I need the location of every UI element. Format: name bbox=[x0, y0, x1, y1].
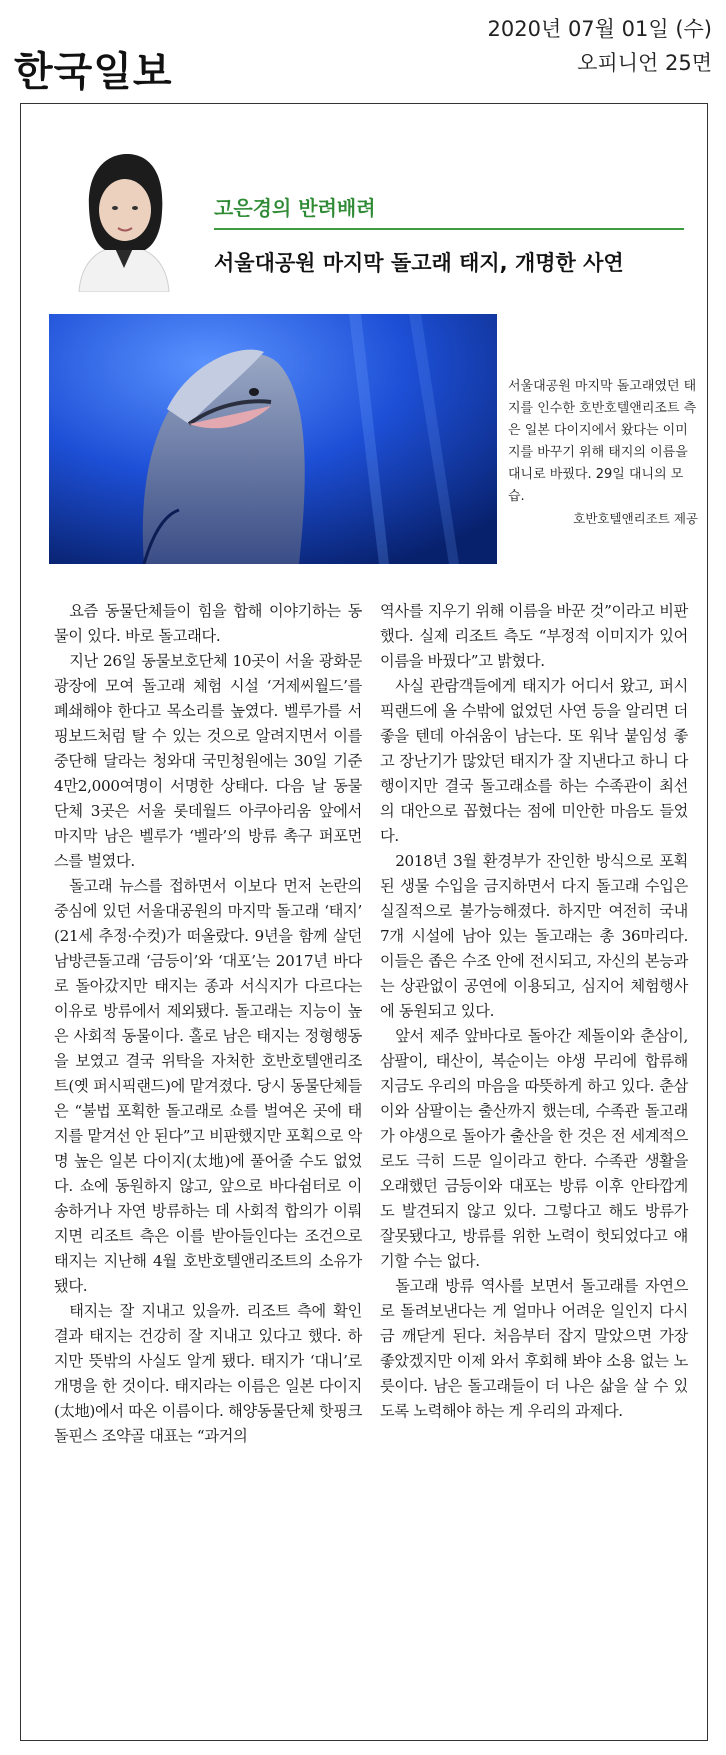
photo-credit: 호반호텔앤리조트 제공 bbox=[573, 511, 698, 526]
dateline bbox=[488, 12, 712, 80]
body-paragraph: 태지는 잘 지내고 있을까. 리조트 측에 확인 결과 태지는 건강히 잘 지내고 있다고 했다. 하지만 뜻밖의 사실도 알게 됐다. 태지가 ‘대니’로 개명을 한 것이다. 태지라는 이름은 일본 다이지(太地)에서 따온 이름이다. 해양동물단체 핫핑크돌핀스 조약골 대표는 “과거의 bbox=[54, 1302, 362, 1445]
dolphin-photo bbox=[49, 314, 497, 564]
body-paragraph: 사실 관람객들에게 태지가 어디서 왔고, 퍼시픽랜드에 올 수밖에 없었던 사연 등을 알리면 더 좋을 텐데 아쉬움이 남는다. 또 워낙 붙임성 좋고 장난기가 많았던 태지가 잘 지낸다고 하니 다행이지만 결국 돌고래쇼를 하는 수족관이 최선의 대안으로 꼽혔다는 점에 미안한 마음도 들었다. bbox=[380, 677, 688, 845]
author-portrait bbox=[49, 142, 199, 292]
column-title: 고은경의 반려배려 bbox=[214, 196, 376, 220]
body-paragraph: 지난 26일 동물보호단체 10곳이 서울 광화문 광장에 모여 돌고래 체험 시설 ‘거제씨월드’를 폐쇄해야 한다고 목소리를 높였다. 벨루가를 서핑보드처럼 탈 수 있는 것으로 알려지면서 이를 중단해 달라는 청와대 국민청원에는 30일 기준 4만2,000여명이 서명한 상태다. 다음 날 동물단체 3곳은 서울 롯데월드 아쿠아리움 앞에서 마지막 남은 벨루가 ‘벨라’의 방류 촉구 퍼포먼스를 벌였다. bbox=[54, 652, 362, 870]
photo-caption-text: 서울대공원 마지막 돌고래였던 태지를 인수한 호반호텔앤리조트 측은 일본 다이지에서 왔다는 이미지를 바꾸기 위해 태지의 이름을 대니로 바꿨다. 29일 대니의 모습. bbox=[508, 379, 697, 504]
body-paragraph: 2018년 3월 환경부가 잔인한 방식으로 포획된 생물 수입을 금지하면서 다지 돌고래 수입은 실질적으로 불가능해졌다. 하지만 여전히 국내 7개 시설에 남아 있는 돌고래는 총 36마리다. 이들은 좁은 수조 안에 전시되고, 자신의 본능과는 상관없이 공연에 이용되고, 심지어 체험행사에 동원되고 있다. bbox=[380, 852, 688, 1020]
column-title-divider bbox=[214, 228, 684, 230]
body-paragraph: 돌고래 방류 역사를 보면서 돌고래를 자연으로 돌려보낸다는 게 얼마나 어려운 일인지 다시금 깨닫게 된다. 처음부터 잡지 말았으면 가장 좋았겠지만 이제 와서 후회해 봐야 소용 없는 노릇이다. 남은 돌고래들이 더 나은 삶을 살 수 있도록 노력해야 하는 게 우리의 과제다. bbox=[380, 1277, 688, 1420]
photo-caption bbox=[508, 376, 698, 530]
body-paragraph: 요즘 동물단체들이 힘을 합해 이야기하는 동물이 있다. 바로 돌고래다. bbox=[54, 602, 362, 645]
article-headline: 서울대공원 마지막 돌고래 태지, 개명한 사연 bbox=[214, 251, 624, 275]
article-frame bbox=[20, 103, 708, 1741]
body-paragraph: 앞서 제주 앞바다로 돌아간 제돌이와 춘삼이, 삼팔이, 태산이, 복순이는 야생 무리에 합류해 지금도 우리의 마음을 따뜻하게 하고 있다. 춘삼이와 삼팔이는 출산까지 했는데, 수족관 돌고래가 야생으로 돌아가 출산을 한 것은 전 세계적으로도 극히 드문 일이라고 한다. 수족관 생활을 오래했던 금등이와 대포는 방류 이후 안타깝게도 발견되지 않고 있다. 그렇다고 해도 방류가 잘못됐다고, 방류를 위한 노력이 헛되었다고 얘기할 수는 없다. bbox=[380, 1027, 688, 1270]
publication-date: 2020년 07월 01일 (수) bbox=[487, 17, 712, 41]
body-paragraph: 돌고래 뉴스를 접하면서 이보다 먼저 논란의 중심에 있던 서울대공원의 마지막 돌고래 ‘태지’ (21세 추정·수컷)가 떠올랐다. 9년을 함께 살던 남방큰돌고래 ‘금등이’와 ‘대포’는 2017년 바다로 돌아갔지만 태지는 종과 서식지가 다르다는 이유로 방류에서 제외됐다. 돌고래는 지능이 높은 사회적 동물이다. 홀로 남은 태지는 정형행동을 보였고 결국 위탁을 자처한 호반호텔앤리조트(옛 퍼시픽랜드)에 맡겨졌다. 당시 동물단체들은 “불법 포획한 돌고래로 쇼를 벌여온 곳에 태지를 맡겨선 안 된다”고 비판했지만 포획으로 악명 높은 일본 다이지(太地)에 풀어줄 수도 없었다. 쇼에 동원하지 않고, 앞으로 바다쉼터로 이송하거나 자연 방류하는 데 사회적 합의가 이뤄지면 리조트 측은 이를 받아들인다는 조건으로 태지는 지난해 4월 호반호텔앤리조트의 소유가 됐다. bbox=[54, 877, 362, 1295]
article-column-right bbox=[380, 599, 688, 1424]
article-column-left bbox=[54, 599, 362, 1449]
body-paragraph: 역사를 지우기 위해 이름을 바꾼 것”이라고 비판했다. 실제 리조트 측도 “부정적 이미지가 있어 이름을 바꿨다”고 밝혔다. bbox=[380, 602, 688, 670]
newspaper-masthead: 한국일보 bbox=[14, 49, 173, 95]
section-page: 오피니언 25면 bbox=[577, 51, 712, 75]
